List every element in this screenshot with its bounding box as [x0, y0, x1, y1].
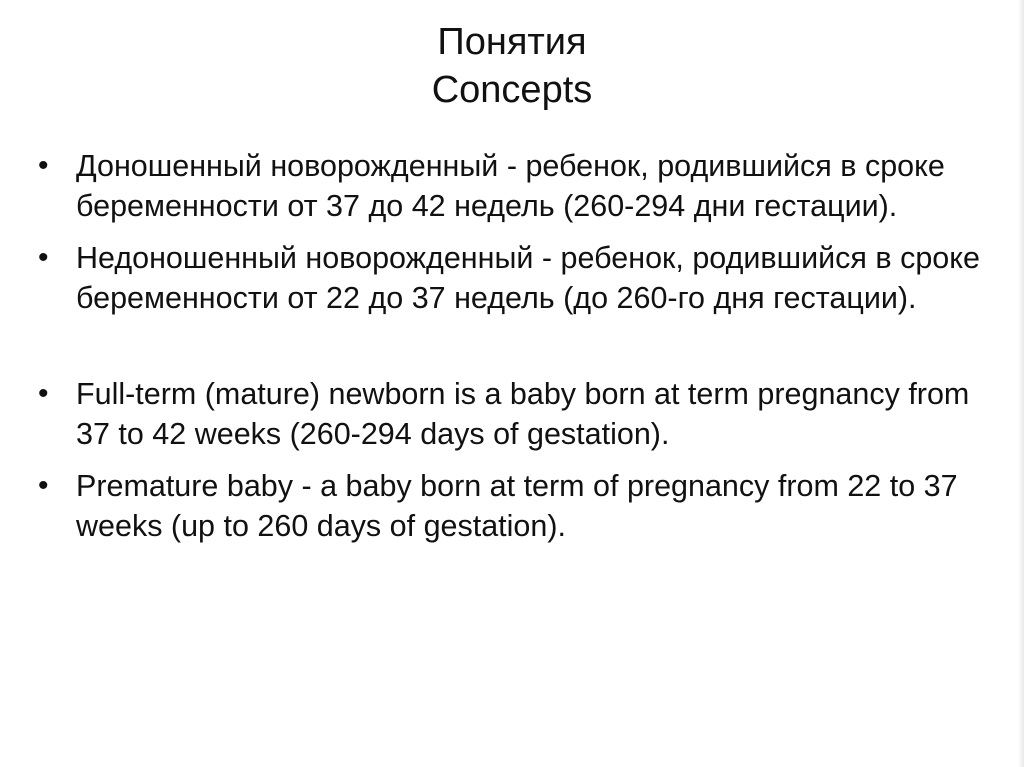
bullet-text: Недоношенный новорожденный - ребенок, родившийся в сроке беременности от 22 до 37 недель (до 260-го дня гестации).	[76, 241, 980, 315]
title-russian: Понятия	[437, 21, 587, 63]
bullet-text: Full-term (mature) newborn is a baby born at term pregnancy from 37 to 42 weeks (260-294 days of gestation).	[76, 377, 970, 451]
bullet-dot-icon: •	[38, 149, 49, 182]
bullet-dot-icon: •	[38, 241, 49, 274]
bullet-text: Доношенный новорожденный - ребенок, родившийся в сроке беременности от 37 до 42 недель (260-294 дни гестации).	[76, 149, 945, 223]
bullet-dot-icon: •	[38, 377, 49, 410]
title-english: Concepts	[431, 69, 593, 111]
bullet-item-fullterm-en	[38, 374, 988, 454]
bullet-item-premature-en	[38, 466, 988, 546]
bullet-item-premature-ru	[38, 238, 988, 318]
bullet-list	[38, 146, 988, 558]
slide-edge-shadow	[1018, 0, 1024, 767]
bullet-text: Premature baby - a baby born at term of pregnancy from 22 to 37 weeks (up to 260 days of gestation).	[76, 469, 958, 543]
bullet-item-fullterm-ru	[38, 146, 988, 226]
slide-title	[0, 18, 1024, 114]
bullet-dot-icon: •	[38, 469, 49, 502]
